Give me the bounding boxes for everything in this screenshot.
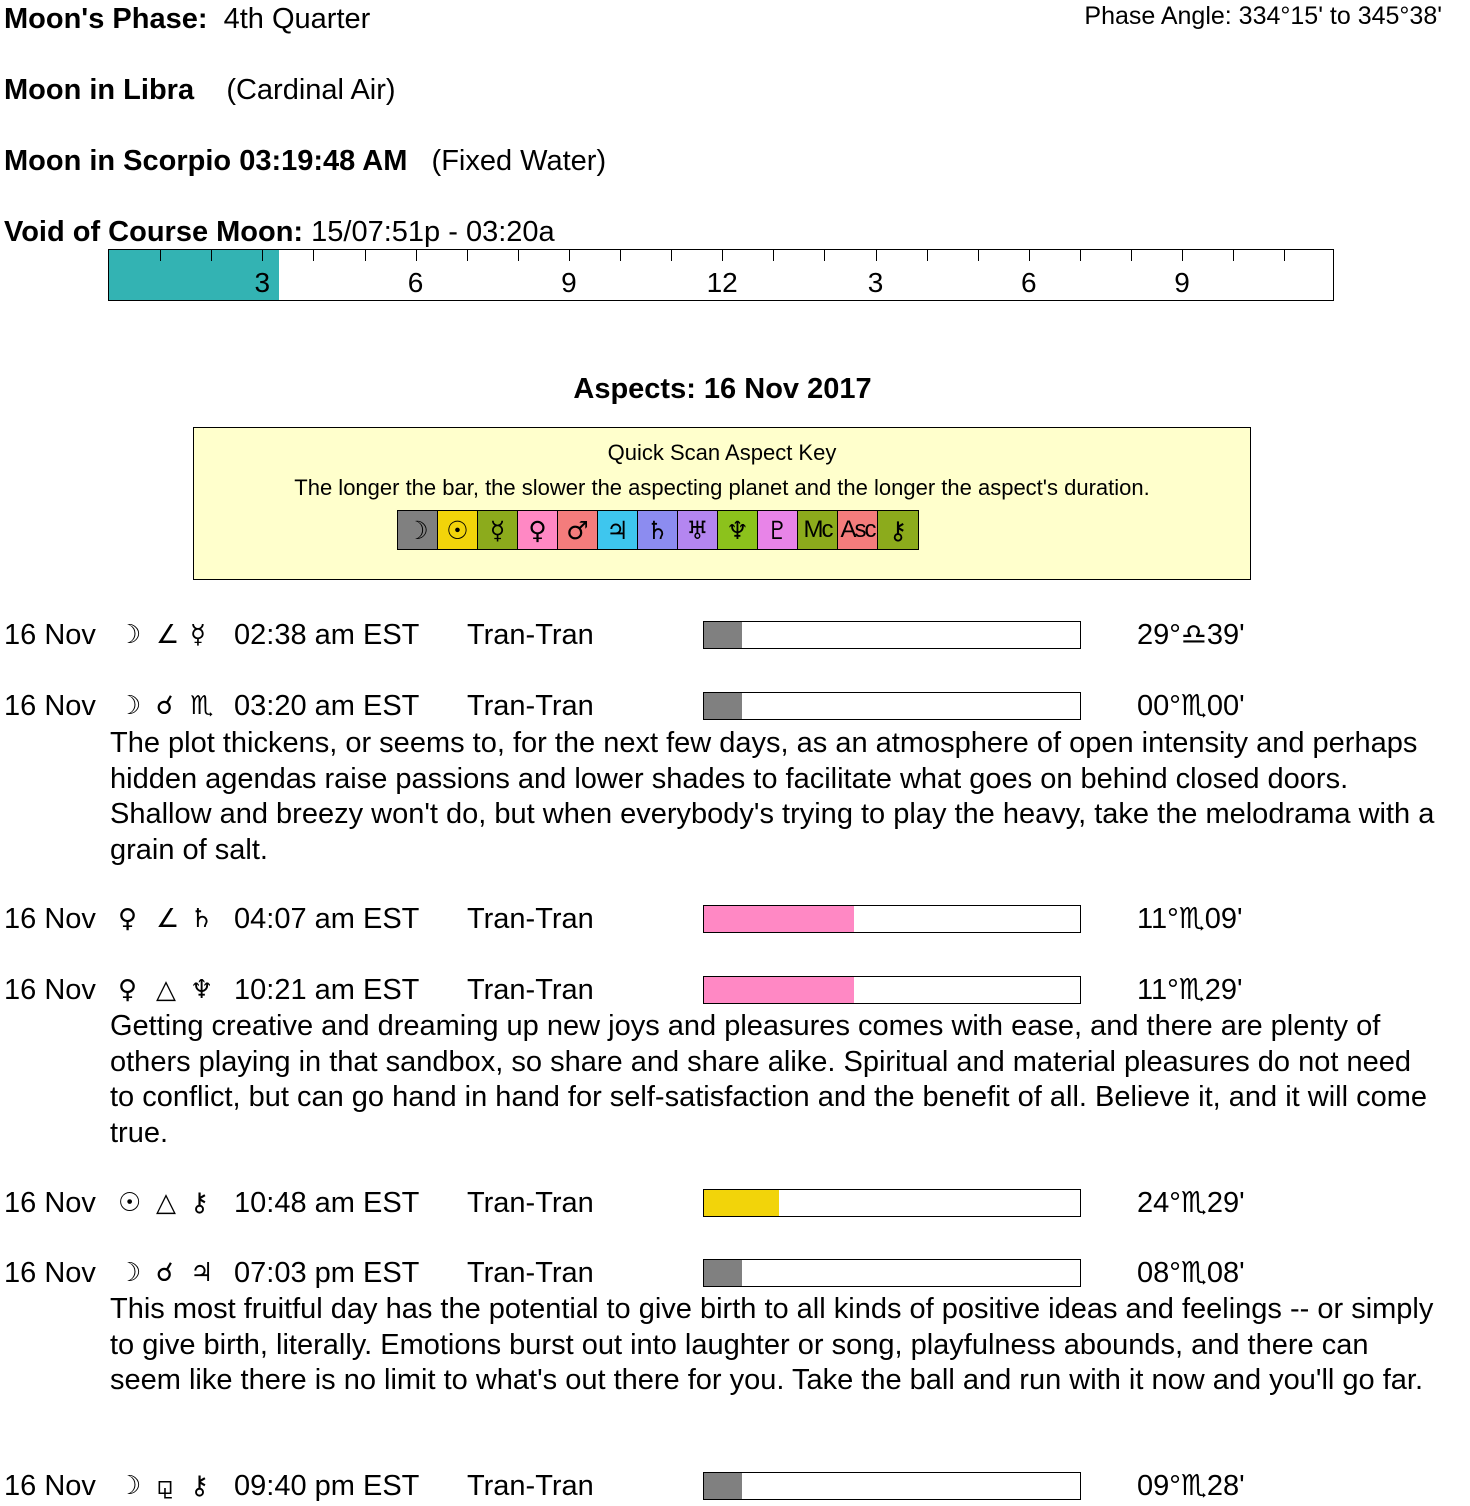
timeline-tick — [1131, 250, 1132, 261]
neptune-key-icon: ♆ — [718, 511, 758, 549]
second-planet-icon: ⚷ — [190, 1471, 210, 1501]
aspect-type-icon: ☌ — [156, 691, 174, 721]
timeline-hour-label: 3 — [867, 267, 884, 298]
second-planet-icon: ⚷ — [190, 1188, 210, 1218]
aspect-date: 16 Nov — [4, 1470, 96, 1502]
moon-phase-label: Moon's Phase: — [4, 3, 208, 35]
moon-ingress-label: Moon in Scorpio 03:19:48 AM — [4, 145, 408, 177]
aspect-duration-fill — [704, 977, 854, 1003]
first-planet-icon: ☽ — [118, 691, 142, 721]
timeline-tick — [620, 250, 621, 261]
pluto-key-icon: ♇ — [758, 511, 798, 549]
aspect-position: 24°♏29' — [1137, 1187, 1245, 1219]
aspect-date: 16 Nov — [4, 974, 96, 1006]
aspect-chart-type: Tran-Tran — [467, 690, 594, 722]
aspect-duration-bar — [703, 1472, 1081, 1500]
aspect-time: 07:03 pm EST — [234, 1257, 420, 1289]
timeline-tick — [262, 250, 263, 261]
second-planet-icon: ♏ — [190, 691, 214, 721]
ascendant-key-icon: Asc — [838, 511, 878, 549]
aspect-duration-fill — [704, 906, 854, 932]
timeline-hour-label: 9 — [561, 267, 577, 298]
moon-ingress-line — [4, 144, 606, 178]
aspect-type-icon: ∠ — [156, 620, 180, 650]
moon-phase-line — [4, 2, 370, 36]
timeline-tick — [927, 250, 928, 261]
midheaven-key-icon: Mc — [798, 511, 838, 549]
aspect-position: 11°♏29' — [1137, 974, 1243, 1006]
aspect-position: 29°♎39' — [1137, 619, 1245, 651]
aspect-duration-bar — [703, 1259, 1081, 1287]
moon-key-icon: ☽ — [398, 511, 438, 549]
moon-ingress-mode: (Fixed Water) — [431, 145, 607, 177]
aspect-time: 02:38 am EST — [234, 619, 420, 651]
aspect-position: 08°♏08' — [1137, 1257, 1245, 1289]
aspect-duration-fill — [704, 693, 742, 719]
aspect-time: 10:48 am EST — [234, 1187, 420, 1219]
aspect-duration-bar — [703, 692, 1081, 720]
aspect-time: 03:20 am EST — [234, 690, 420, 722]
key-title: Quick Scan Aspect Key — [607, 440, 837, 465]
sun-key-icon: ☉ — [438, 511, 478, 549]
timeline-tick — [876, 250, 877, 261]
timeline-hour-label: 6 — [407, 267, 424, 298]
aspect-position: 00°♏00' — [1137, 690, 1245, 722]
mars-key-icon: ♂ — [558, 511, 598, 549]
timeline-tick — [1080, 250, 1081, 261]
aspect-duration-bar — [703, 1189, 1081, 1217]
aspect-chart-type: Tran-Tran — [467, 1187, 594, 1219]
phase-angle: Phase Angle: 334°15' to 345°38' — [1084, 2, 1442, 30]
timeline-hour-label: 3 — [254, 267, 271, 298]
aspect-chart-type: Tran-Tran — [467, 619, 594, 651]
aspect-date: 16 Nov — [4, 690, 96, 722]
chiron-key-icon: ⚷ — [878, 511, 918, 549]
aspect-duration-fill — [704, 622, 742, 648]
timeline-tick — [773, 250, 774, 261]
aspect-time: 10:21 am EST — [234, 974, 420, 1006]
void-of-course-timeline — [108, 249, 1334, 301]
aspect-chart-type: Tran-Tran — [467, 1470, 594, 1502]
timeline-tick — [518, 250, 519, 261]
mercury-key-icon: ☿ — [478, 511, 518, 549]
first-planet-icon: ☽ — [118, 1258, 142, 1288]
timeline-tick — [160, 250, 161, 261]
second-planet-icon: ♄ — [190, 904, 214, 934]
timeline-tick — [722, 250, 723, 261]
aspect-description: Getting creative and dreaming up new joys and pleasures comes with ease, and there are plenty of others playing in that sandbox, so share and share alike. Spiritual and material pleasures do not need to conflict, but can go hand in hand for self-satisfaction and the benefit of all. Believe it, and it will come true. — [110, 1010, 1428, 1149]
moon-sign-mode: (Cardinal Air) — [226, 74, 396, 106]
timeline-tick — [671, 250, 672, 261]
saturn-key-icon: ♄ — [638, 511, 678, 549]
timeline-tick — [569, 250, 570, 261]
second-planet-icon: ♆ — [190, 975, 214, 1005]
venus-key-icon: ♀ — [518, 511, 558, 549]
aspect-type-icon: △ — [156, 975, 176, 1005]
uranus-key-icon: ♅ — [678, 511, 718, 549]
aspect-type-icon: △ — [156, 1188, 176, 1218]
aspect-type-icon: ⚼ — [156, 1471, 174, 1501]
timeline-hour-label: 12 — [706, 267, 738, 298]
timeline-tick — [1233, 250, 1234, 261]
voc-label: Void of Course Moon: — [4, 216, 304, 248]
aspect-duration-fill — [704, 1473, 742, 1499]
aspect-position: 09°♏28' — [1137, 1470, 1245, 1502]
first-planet-icon: ☽ — [118, 620, 142, 650]
aspect-position: 11°♏09' — [1137, 903, 1243, 935]
aspects-title: Aspects: 16 Nov 2017 — [573, 373, 872, 405]
first-planet-icon: ☉ — [118, 1188, 142, 1218]
aspect-duration-fill — [704, 1190, 779, 1216]
aspect-time: 09:40 pm EST — [234, 1470, 420, 1502]
timeline-tick — [416, 250, 417, 261]
aspect-date: 16 Nov — [4, 1257, 96, 1289]
planet-color-key — [397, 510, 919, 550]
aspect-duration-fill — [704, 1260, 742, 1286]
timeline-tick — [1182, 250, 1183, 261]
timeline-tick — [1284, 250, 1285, 261]
aspect-time: 04:07 am EST — [234, 903, 420, 935]
timeline-tick — [365, 250, 366, 261]
aspect-description: The plot thickens, or seems to, for the next few days, as an atmosphere of open intensity and perhaps hidden agendas raise passions and lower shades to facilitate what goes on behind closed doors. Shallow and breezy won't do, but when everybody's trying to play the heavy, take the melodrama with a grain of salt. — [110, 727, 1435, 866]
voc-value: 15/07:51p - 03:20a — [311, 216, 555, 248]
second-planet-icon: ☿ — [190, 620, 206, 650]
aspect-duration-bar — [703, 976, 1081, 1004]
aspect-date: 16 Nov — [4, 619, 96, 651]
timeline-tick — [978, 250, 979, 261]
aspect-date: 16 Nov — [4, 903, 96, 935]
aspect-description: This most fruitful day has the potential to give birth to all kinds of positive ideas and feelings -- or simply to give birth, literally. Emotions burst out into laughter or song, playfulness abounds, and there can seem like there is no limit to what's out there for you. Take the ball and run with it now and you'll go far. — [110, 1293, 1434, 1396]
jupiter-key-icon: ♃ — [598, 511, 638, 549]
aspect-key-box — [193, 427, 1251, 580]
aspect-chart-type: Tran-Tran — [467, 903, 594, 935]
aspect-chart-type: Tran-Tran — [467, 974, 594, 1006]
key-description: The longer the bar, the slower the aspecting planet and the longer the aspect's duration. — [294, 475, 1150, 500]
aspect-chart-type: Tran-Tran — [467, 1257, 594, 1289]
timeline-tick — [1029, 250, 1030, 261]
timeline-hour-label: 6 — [1021, 267, 1037, 298]
moon-sign-line — [4, 73, 396, 107]
aspect-type-icon: ☌ — [156, 1258, 174, 1288]
void-of-course-line — [4, 215, 555, 249]
second-planet-icon: ♃ — [190, 1258, 214, 1288]
first-planet-icon: ♀ — [118, 904, 138, 934]
timeline-tick — [467, 250, 468, 261]
timeline-tick — [824, 250, 825, 261]
aspect-duration-bar — [703, 621, 1081, 649]
moon-sign-label: Moon in Libra — [4, 74, 195, 106]
timeline-tick — [211, 250, 212, 261]
first-planet-icon: ☽ — [118, 1471, 142, 1501]
timeline-tick — [313, 250, 314, 261]
first-planet-icon: ♀ — [118, 975, 138, 1005]
aspect-date: 16 Nov — [4, 1187, 96, 1219]
timeline-hour-label: 9 — [1174, 267, 1190, 298]
aspect-type-icon: ∠ — [156, 904, 180, 934]
moon-phase-value: 4th Quarter — [223, 3, 371, 35]
aspect-duration-bar — [703, 905, 1081, 933]
